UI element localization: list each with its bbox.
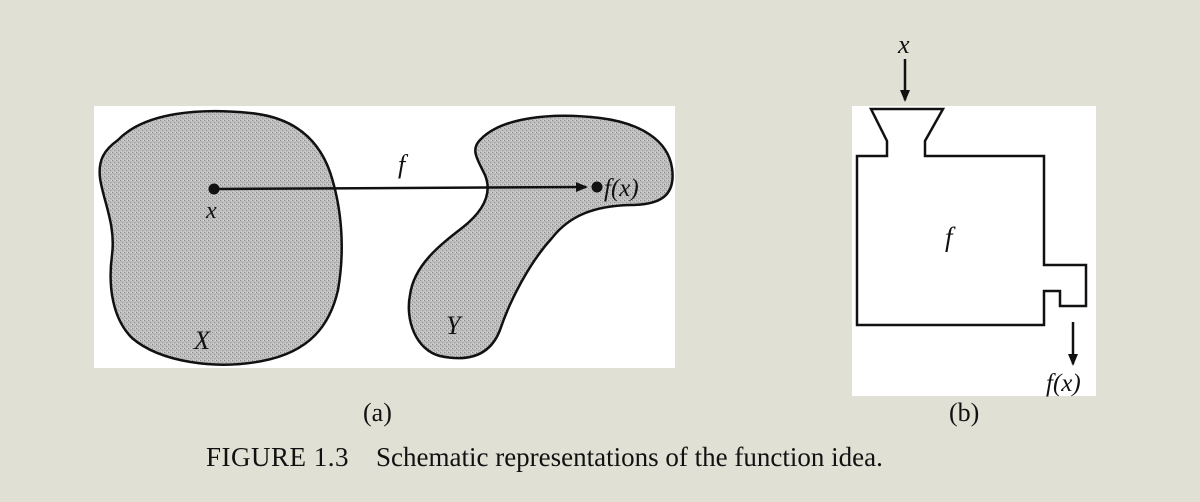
output-label: f(x) [1046, 370, 1081, 397]
image-point-label: f(x) [604, 175, 639, 202]
function-label-a: f [398, 150, 406, 179]
figure-number: FIGURE 1.3 [206, 442, 350, 472]
set-y-label: Y [446, 311, 461, 340]
panel-b-background [852, 106, 1096, 396]
machine-function-label: f [945, 222, 953, 252]
figure-caption [206, 442, 883, 472]
panel-a-sublabel: (a) [363, 398, 392, 427]
image-point-dot [592, 182, 603, 193]
caption-text: Schematic representations of the function idea. [376, 442, 883, 472]
panel-a [94, 106, 675, 368]
set-x-blob [100, 111, 342, 364]
domain-point-dot [209, 184, 220, 195]
domain-point-label: x [206, 198, 217, 224]
input-label: x [898, 30, 910, 59]
panel-b [852, 30, 1096, 396]
panel-b-sublabel: (b) [949, 398, 980, 427]
set-x-label: X [194, 326, 210, 355]
